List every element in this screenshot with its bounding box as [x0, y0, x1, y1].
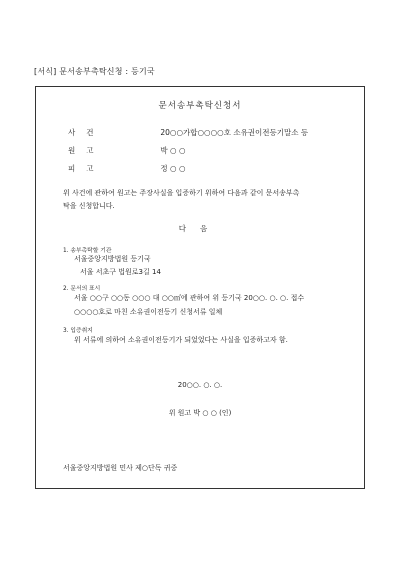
section-2-line-1: 서울 ○○구 ○○동 ○○○ 대 ○○㎡에 관하여 위 등기국 20○○. ○. ○. 접수 — [74, 294, 305, 302]
document-date: 20○○. ○. ○. — [177, 381, 223, 389]
defendant-value: 정 ○ ○ — [160, 164, 186, 173]
intro-line-2: 탁을 신청합니다. — [63, 202, 115, 210]
case-label: 사건 — [68, 128, 105, 137]
section-1-heading: 1. 송부촉탁할 기관 — [63, 248, 112, 254]
center-heading: 다음 — [178, 224, 222, 233]
plaintiff-value: 박 ○ ○ — [160, 146, 186, 155]
case-value: 20○○가합○○○○호 소유권이전등기말소 등 — [160, 128, 309, 137]
defendant-label: 피고 — [68, 164, 105, 173]
court-addressee: 서울중앙지방법원 민사 제○단독 귀중 — [63, 464, 178, 472]
case-row — [68, 127, 308, 138]
signature-line: 위 원고 박 ○ ○ (인) — [168, 409, 232, 417]
section-1-line-1: 서울중앙지방법원 등기국 — [74, 255, 151, 263]
intro-paragraph — [63, 187, 343, 213]
defendant-row — [68, 163, 186, 174]
plaintiff-label: 원고 — [68, 146, 105, 155]
intro-line-1: 위 사건에 관하여 원고는 주장사실을 입증하기 위하여 다음과 같이 문서송부촉 — [63, 189, 300, 197]
section-2-heading: 2. 문서의 표시 — [63, 286, 101, 292]
form-caption: [서식] 문서송부촉탁신청 : 등기국 — [34, 67, 155, 76]
document-frame — [35, 86, 365, 489]
plaintiff-row — [68, 145, 186, 156]
section-2-line-2: ○○○○호로 마친 소유권이전등기 신청서류 일체 — [74, 308, 223, 316]
section-3-heading: 3. 입증취지 — [63, 328, 93, 334]
document-title: 문서송부촉탁신청서 — [158, 101, 242, 111]
section-3-line-1: 위 서류에 의하여 소유권이전등기가 되었었다는 사실을 입증하고자 함. — [74, 336, 288, 344]
section-1-line-2: 서울 서초구 법원로3길 14 — [80, 268, 161, 276]
